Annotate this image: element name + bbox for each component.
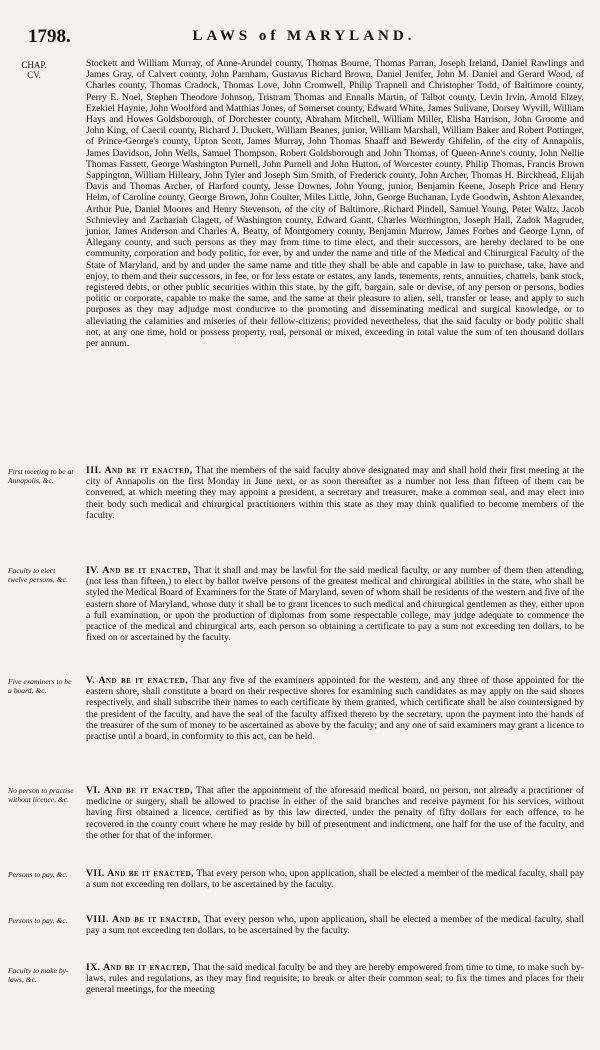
side-note-section-5: Five examiners to be a board, &c. — [8, 677, 72, 695]
side-note-section-9: Faculty to make by-laws, &c. — [8, 966, 69, 984]
side-note-section-8: Persons to pay, &c. — [8, 916, 68, 925]
section-heading: III. And be it enacted, — [86, 465, 193, 476]
intro-paragraph: Stockett and William Murray, of Anne-Arundel county, Thomas Bourne, Thomas Parran, Joseph Ireland, Daniel Rawlings and James Gray, of Calvert county, John Parnham, Gustavus Richard Brown, Daniel Jenifer, John M. Daniel and Gerard Wood, of Charles county, Thomas Cradock, Thomas Love, John Cromwell, Philip Trapnell and Christopher Todd, of Baltimore county, Perry E. Noel, Stephen Theodore Johnson, Tristram Thomas and Ennalls Martin, of Talbot county, Levin Irvin, Arnold Elzey, Ezekiel Haynie, John Woolford and Matthias Jones, of Somerset county, Edward White, James Sulivane, Dorsey Wyvill, William Hays and Howes Goldsborough, of Dorchester county, Abraham Mitchell, William Miller, Elisha Harrison, John Groome and John King, of Caecil county, Richard J. Duckett, William Beanes, junior, William Marshall, William Baker and Robert Pottinger, of Prince-George's county, Upton Scott, James Murray, John Thomas Shaaff and Bewerdy Ghifelin, of the city of Annapolis, James Davidson, John Wells, Samuel Thompson, Robert Goldsborough and John Thomas, of Queen-Anne's county, John Nellie Thomas Fassett, George Washington Purnell, John Purnell and John Hutton, of Worcester county, Philip Thomas, Francis Brown Sappington, William Hilleary, John Tyler and Joseph Sim Smith, of Frederick county, John Archer, Thomas H. Birckhead, Elijah Davis and Thomas Archer, of Harford county, Jesse Downes, John Young, junior, Benjamin Keene, Joseph Price and Henry Helm, of Caroline county, George Brown, John Coulter, Miles Little, John, George Buchanan, Lyde Goodwin, Ashton Alexander, Arthur Pue, Daniel Moores and Henry Stevenson, of the city of Baltimore, Richard Pindell, Samuel Young, Peter Waltz, Jacob Schnievley and Zachariah Clagett, of Washington county, Edward Gantt, Charles Worthington, Joseph Hall, Zadok Magruder, junior, James Anderson and Charles A. Beatty, of Montgomery county, Benjamin Murrow, James Forbes and George Lynn, of Allegany county, and such persons as they may from time to time elect, and their successors, are hereby declared to be one community, corporation and body politic, for ever, by and under the name and title of the Medical and Chirurgical Faculty of the State of Maryland, and by and under the same name and title they shall be able and capable in law to purchase, take, have and enjoy, to them and their successors, in fee, or for less estate or estates, any lands, tenements, rents, annuities, chattels, bank stock, registered debts, or other public securities within this state, by the gift, bargain, sale or devise, of any person or persons, bodies politic or corporate, capable to make the same, and the same at their pleasure to alien, sell, transfer or lease, and apply to such purposes as they may adjudge most conducive to the promoting and disseminating medical and surgical knowledge, or to alleviating the calamities and miseries of their fellow-citizens; provided nevertheless, that the said faculty or body politic shall not, at any one time, hold or possess property, real, personal or mixed, exceeding in total value the sum of ten thousand dollars per annum. — [86, 58, 584, 350]
section-text: That every person who, upon application, shall be elected a member of the medical faculty, shall pay a sum not exceeding ten dollars, to be ascertained by the faculty. — [86, 914, 584, 937]
section-heading: VIII. And be it enacted, — [86, 914, 201, 925]
section-heading: IV. And be it enacted, — [86, 565, 191, 576]
section-7 — [86, 868, 584, 890]
page-header — [28, 26, 580, 50]
side-note-section-6: No person to practise without licence, &c. — [8, 786, 74, 804]
section-heading: IX. And be it enacted, — [86, 962, 191, 973]
section-9 — [86, 962, 584, 996]
section-heading: VI. And be it enacted, — [86, 785, 194, 796]
section-text: That it shall and may be lawful for the said medical faculty, or any number of them then attending, (not less than fifteen,) to elect by ballot twelve persons of the greatest medical and chirurgical abilities in the state, who shall be styled the Medical Board of Examiners for the State of Maryland, seven of whom shall be residents of the western and five of the eastern shore of Maryland, whose duty it shall be to grant licences to such medical and chirurgical gentlemen as they, either upon a full examination, or upon the production of diplomas from some respectable college, may judge adequate to commence the practice of the medical and chirurgical arts, each person so obtaining a certificate to pay a sum not exceeding ten dollars, to be fixed on or ascertained by the faculty. — [86, 565, 584, 644]
section-heading: VII. And be it enacted, — [86, 868, 195, 879]
page-year: 1798. — [28, 26, 71, 47]
section-text: That after the appointment of the aforesaid medical board, no person, not already a practitioner of medicine or surgery, shall be allowed to practise in either of the said branches and receive payment for his services, without having first obtained a licence, certified as by this law directed, under the penalty of fifty dollars for each offence, to be recovered in the county court where he may reside by bill of presentment and indictment, one half for the use of the faculty, and the other for that of the informer. — [86, 785, 584, 841]
section-text: That any five of the examiners appointed for the western, and any three of those appointed for the eastern shore, shall constitute a board on their respective shores for examining such candidates as may apply on the said shores respectively, and shall subscribe their names to each certificate by them granted, which certificate shall be also countersigned by the president of the faculty, and have the seal of the faculty affixed thereto by the secretary, upon the payment into the hands of the treasurer of the sum of money to be ascertained as above by the faculty; and any one of said examiners may grant a licence to practise until a board, in conformity to this act, can be held. — [86, 675, 584, 743]
section-3 — [86, 465, 584, 521]
section-text: That the members of the said faculty above designated may and shall hold their first meeting at the city of Annapolis on the first Monday in June next, or as soon thereafter as a number not less than fifteen of them can be convened, at which meeting they may appoint a president, a secretary and treasurer, make a common seal, and may elect into their body such medical and chirurgical practitioners within this state as they may think qualified to become members of the faculty. — [86, 465, 584, 521]
side-note-section-7: Persons to pay, &c. — [8, 870, 68, 879]
side-note-section-4: Faculty to elect twelve persons, &c. — [8, 566, 68, 584]
section-8 — [86, 914, 584, 936]
chapter-marker — [14, 60, 54, 80]
section-text: That the said medical faculty be and they are hereby empowered from time to time, to make such by-laws, rules and regulations, as they may find requisite; to break or alter their common seal; to fix the times and places for their general meetings, for the meeting — [86, 962, 584, 996]
chapter-number: CV. — [27, 70, 41, 80]
side-note-section-3: First meeting to be at Annapolis, &c. — [8, 467, 74, 485]
running-title: LAWS of MARYLAND. — [192, 28, 416, 44]
section-5 — [86, 675, 584, 742]
chapter-label: CHAP. — [21, 60, 47, 70]
section-text: That every person who, upon application, shall be elected a member of the medical faculty, shall pay a sum not exceeding ten dollars, to be ascertained by the faculty. — [86, 868, 585, 891]
section-heading: V. And be it enacted, — [86, 675, 189, 686]
section-4 — [86, 565, 584, 643]
section-6 — [86, 785, 584, 841]
